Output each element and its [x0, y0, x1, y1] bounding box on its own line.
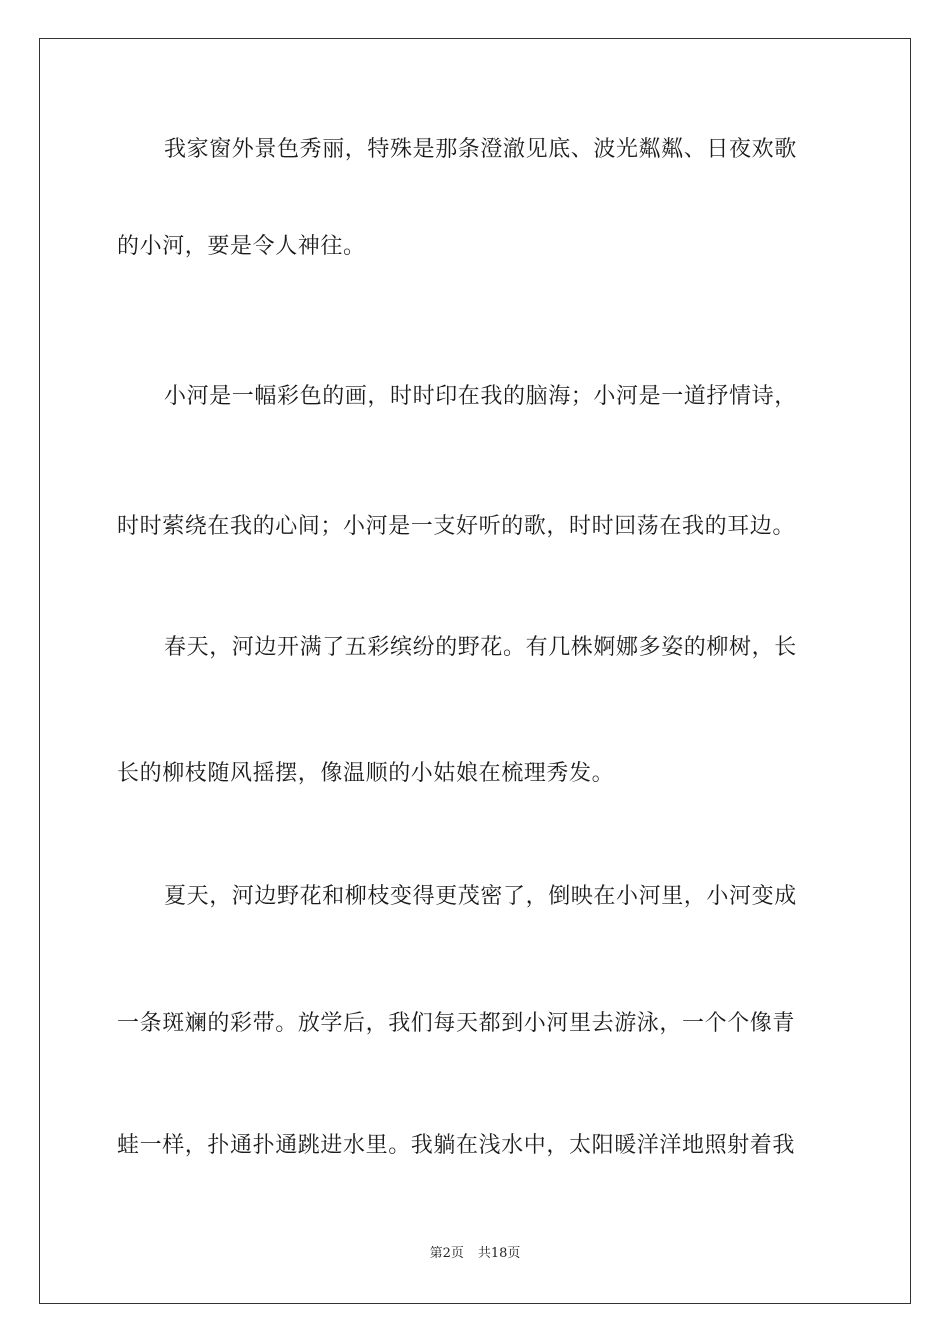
paragraph-line: 长的柳枝随风摇摆，像温顺的小姑娘在梳理秀发。	[117, 761, 615, 786]
paragraph-line: 的小河，要是令人神往。	[117, 234, 366, 259]
page-border	[39, 38, 911, 1304]
paragraph-line: 夏天，河边野花和柳枝变得更茂密了，倒映在小河里，小河变成	[164, 884, 797, 909]
paragraph-line: 春天，河边开满了五彩缤纷的野花。有几株婀娜多姿的柳树，长	[164, 635, 797, 660]
paragraph-line: 蛙一样，扑通扑通跳进水里。我躺在浅水中，太阳暖洋洋地照射着我	[117, 1133, 796, 1158]
page-number: 第2页	[429, 1246, 464, 1261]
paragraph-line: 时时萦绕在我的心间；小河是一支好听的歌，时时回荡在我的耳边。	[117, 514, 796, 539]
paragraph-line: 小河是一幅彩色的画，时时印在我的脑海；小河是一道抒情诗，	[164, 384, 797, 409]
page-total: 共18页	[477, 1246, 521, 1261]
paragraph-line: 我家窗外景色秀丽，特殊是那条澄澈见底、波光粼粼、日夜欢歌	[164, 137, 797, 162]
paragraph-line: 一条斑斓的彩带。放学后，我们每天都到小河里去游泳，一个个像青	[117, 1011, 796, 1036]
page-footer	[0, 1246, 950, 1262]
